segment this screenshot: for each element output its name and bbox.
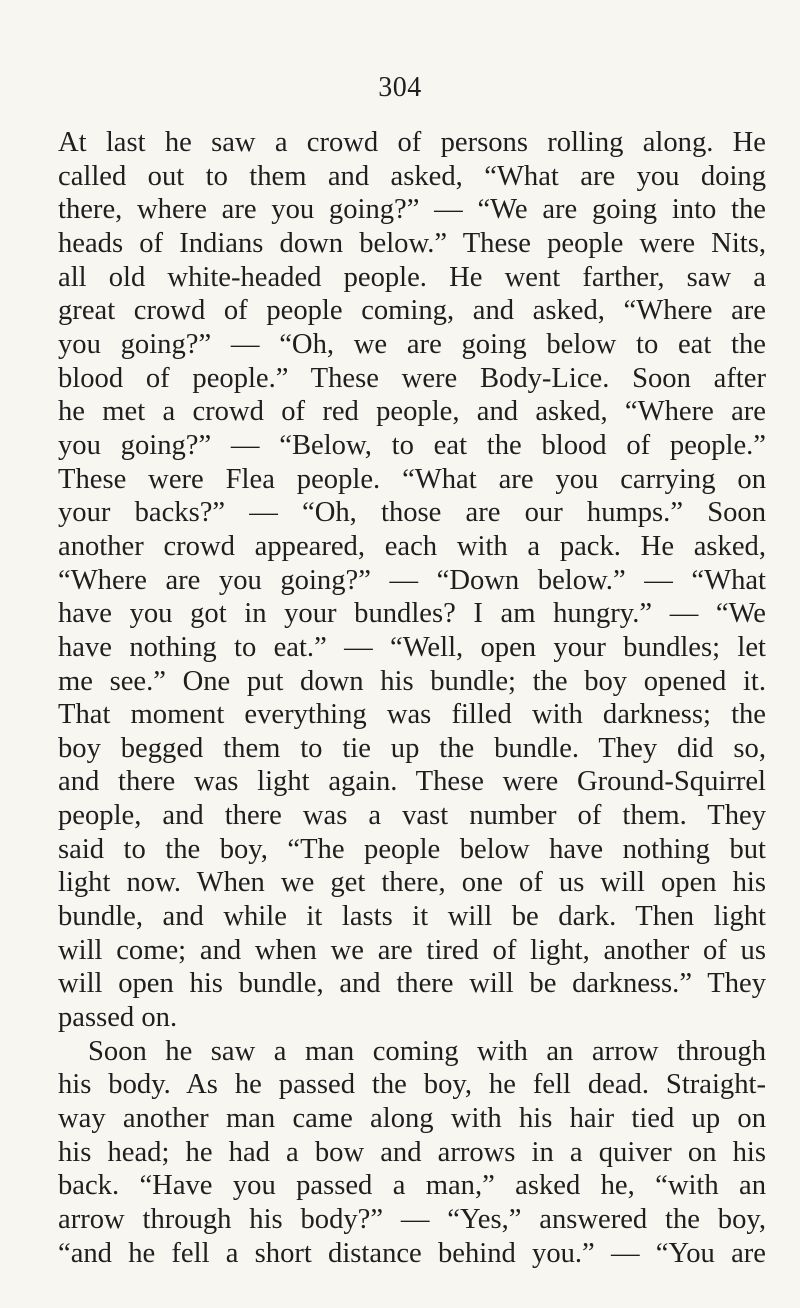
text-line: people, and there was a vast number of them. They (58, 800, 766, 832)
text-line: another crowd appeared, each with a pack. He asked, (58, 530, 766, 562)
text-line: great crowd of people coming, and asked, “Where are (58, 295, 766, 327)
text-line: These were Flea people. “What are you carrying on (58, 463, 766, 495)
text-line: way another man came along with his hair tied up on (58, 1103, 766, 1135)
paragraph-end-line: passed on. (58, 1002, 178, 1034)
text-line: “and he fell a short distance behind you.” — “You are (58, 1237, 766, 1269)
text-line: “Where are you going?” — “Down below.” — “What (58, 564, 766, 596)
text-line: his head; he had a bow and arrows in a quiver on his (58, 1136, 766, 1168)
text-line: there, where are you going?” — “We are going into the (58, 194, 766, 226)
text-line: called out to them and asked, “What are you doing (58, 160, 766, 192)
text-line: At last he saw a crowd of persons rolling along. He (58, 127, 766, 158)
text-line: light now. When we get there, one of us will open his (58, 867, 766, 899)
text-line: arrow through his body?” — “Yes,” answered the boy, (58, 1204, 766, 1235)
text-line: and there was light again. These were Ground-Squirrel (58, 766, 766, 798)
text-line: will come; and when we are tired of light, another of us (58, 934, 766, 966)
body-text (58, 126, 766, 1270)
text-line: That moment everything was filled with darkness; the (58, 699, 766, 731)
text-line: heads of Indians down below.” These people were Nits, (58, 227, 766, 259)
text-line: all old white-headed people. He went farther, saw a (58, 261, 766, 293)
text-line: said to the boy, “The people below have nothing but (58, 833, 766, 865)
text-line: have you got in your bundles? I am hungry.” — “We (58, 598, 766, 630)
text-line: your backs?” — “Oh, those are our humps.” Soon (58, 497, 766, 529)
paragraph-start-line: Soon he saw a man coming with an arrow through (88, 1035, 766, 1067)
text-line: back. “Have you passed a man,” asked he, “with an (58, 1170, 766, 1202)
text-line: blood of people.” These were Body-Lice. Soon after (58, 362, 766, 394)
text-line: have nothing to eat.” — “Well, open your bundles; let (58, 631, 766, 663)
text-line: he met a crowd of red people, and asked, “Where are (58, 396, 766, 428)
text-line: boy begged them to tie up the bundle. They did so, (58, 732, 766, 764)
text-line: you going?” — “Below, to eat the blood of people.” (58, 429, 766, 461)
text-line: will open his bundle, and there will be darkness.” They (58, 968, 766, 1000)
page-number: 304 (378, 72, 422, 103)
text-line: his body. As he passed the boy, he fell dead. Straight- (58, 1069, 766, 1101)
text-line: bundle, and while it lasts it will be dark. Then light (58, 901, 766, 933)
text-line: me see.” One put down his bundle; the boy opened it. (58, 665, 766, 697)
text-line: you going?” — “Oh, we are going below to eat the (58, 328, 766, 360)
